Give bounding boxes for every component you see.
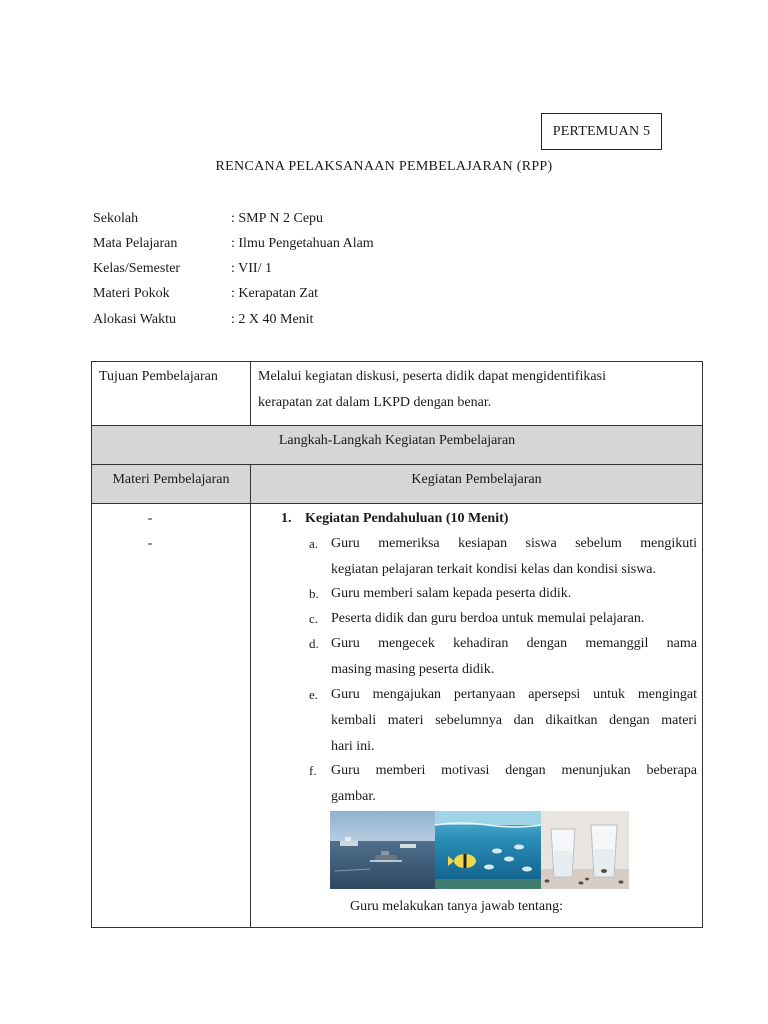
column-divider — [250, 464, 251, 927]
underwater-fish-photo — [435, 811, 541, 889]
row-divider — [92, 503, 702, 504]
step-line: hari ini. — [331, 739, 375, 754]
document-title: RENCANA PELAKSANAAN PEMBELAJARAN (RPP) — [215, 159, 553, 174]
info-value: : Kerapatan Zat — [231, 286, 319, 301]
step-text — [331, 758, 697, 810]
row-divider — [92, 464, 702, 465]
step-line: Guru memberi motivasi dengan menunjukan beberapa — [331, 763, 697, 778]
section-number: 1. — [281, 511, 292, 526]
tujuan-label: Tujuan Pembelajaran — [99, 369, 218, 384]
ships-at-sea-photo — [330, 811, 435, 889]
step-line: masing masing peserta didik. — [331, 662, 495, 677]
step-letter: d. — [309, 636, 319, 651]
step-line: Guru memeriksa kesiapan siswa sebelum mengikuti — [331, 536, 697, 551]
info-value: : 2 X 40 Menit — [231, 312, 314, 327]
info-label: Alokasi Waktu — [93, 312, 176, 327]
tujuan-line: kerapatan zat dalam LKPD dengan benar. — [258, 395, 492, 410]
row-divider — [92, 425, 702, 426]
info-label: Sekolah — [93, 211, 139, 226]
info-label: Mata Pelajaran — [93, 236, 178, 251]
step-letter: e. — [309, 687, 319, 702]
step-text — [331, 631, 697, 683]
step-letter: f. — [309, 763, 317, 778]
info-value: : SMP N 2 Cepu — [231, 211, 324, 226]
step-letter: a. — [309, 536, 319, 551]
step-line: kegiatan pelajaran terkait kondisi kelas dan kondisi siswa. — [331, 562, 657, 577]
step-line: kembali materi sebelumnya dan dikaitkan dengan materi — [331, 713, 697, 728]
info-label: Kelas/Semester — [93, 261, 181, 276]
step-line: Peserta didik dan guru berdoa untuk memulai pelajaran. — [331, 611, 645, 626]
langkah-header: Langkah-Langkah Kegiatan Pembelajaran — [278, 433, 516, 448]
info-label: Materi Pokok — [93, 286, 170, 301]
step-text — [331, 682, 697, 760]
meeting-label: PERTEMUAN 5 — [552, 124, 651, 139]
info-value: : VII/ 1 — [231, 261, 272, 276]
materi-item: - — [147, 511, 153, 526]
step-line: Guru mengajukan pertanyaan apersepsi untuk mengingat — [331, 687, 697, 702]
col-header-materi: Materi Pembelajaran — [112, 472, 230, 487]
materi-item: - — [147, 536, 153, 551]
col-header-kegiatan: Kegiatan Pembelajaran — [411, 472, 542, 487]
step-letter: c. — [309, 611, 319, 626]
step-text — [331, 531, 697, 583]
tujuan-line: Melalui kegiatan diskusi, peserta didik dapat mengidentifikasi — [258, 369, 606, 384]
water-glasses-photo — [541, 811, 629, 889]
column-divider — [250, 362, 251, 425]
step-line: Guru memberi salam kepada peserta didik. — [331, 586, 572, 601]
section-title: Kegiatan Pendahuluan (10 Menit) — [305, 511, 509, 526]
meeting-label-box — [541, 113, 662, 150]
step-line: Guru mengecek kehadiran dengan memanggil nama — [331, 636, 697, 651]
image-caption: Guru melakukan tanya jawab tentang: — [350, 899, 564, 914]
info-value: : Ilmu Pengetahuan Alam — [231, 236, 374, 251]
step-letter: b. — [309, 586, 319, 601]
step-line: gambar. — [331, 789, 376, 804]
